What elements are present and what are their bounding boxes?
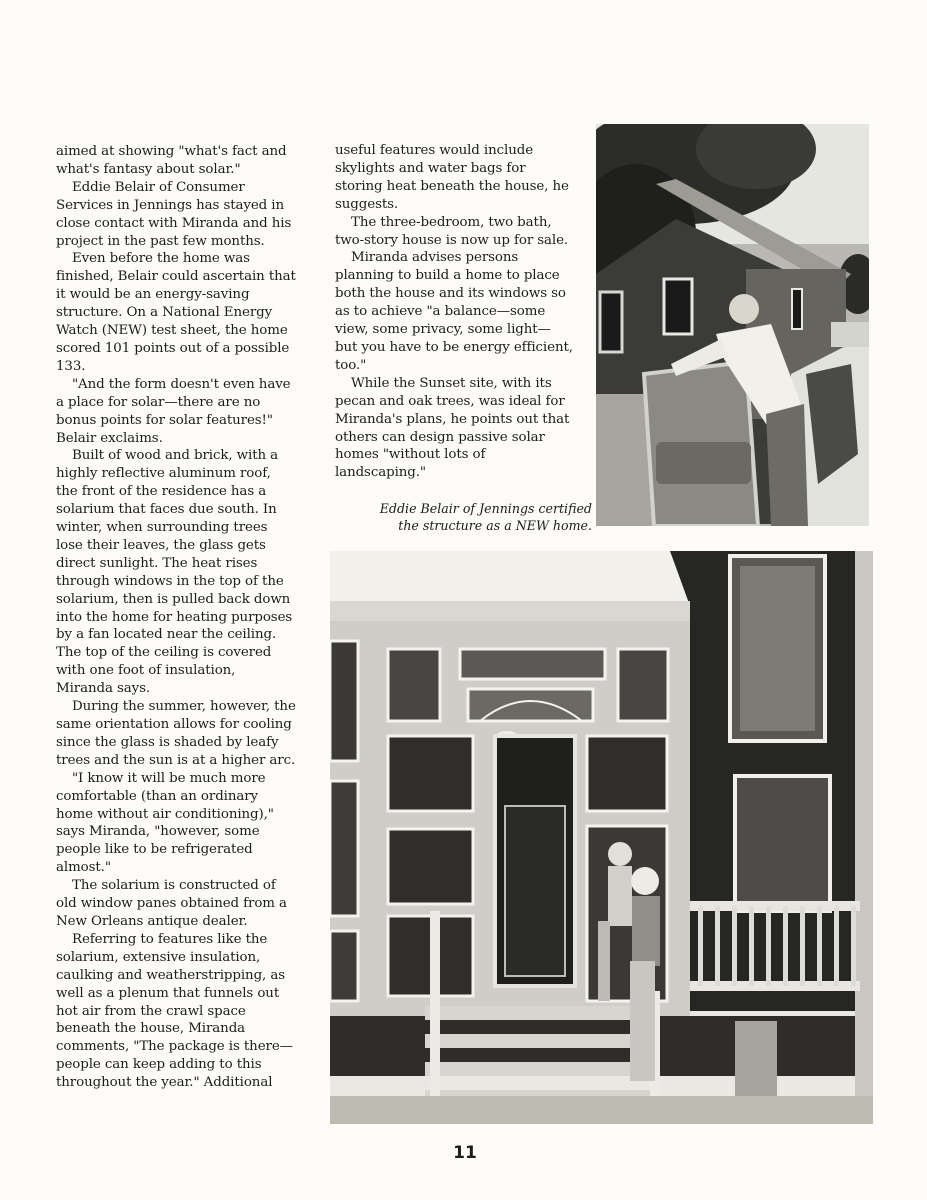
paragraph: Eddie Belair of Consumer Services in Jennings has stayed in close contact with Miranda and his project in the past few months. — [56, 179, 292, 249]
paragraph: aimed at showing "what's fact and what's fantasy about solar." — [56, 144, 287, 177]
page-number: 11 — [453, 1143, 477, 1163]
article-column-middle — [335, 142, 573, 482]
paragraph: The three-bedroom, two bath, two-story house is now up for sale. — [335, 214, 569, 248]
photo-solarium-house-illustration — [330, 551, 873, 1124]
paragraph: Referring to features like the solarium, extensive insulation, caulking and weatherstripping, as well as a plenum that funnels out hot air from the crawl space beneath the house, Miranda comments, "The package is there—people can keep adding to this throughout the year." Additional — [56, 931, 293, 1091]
paragraph: The solarium is constructed of old window panes obtained from a New Orleans antique dealer. — [56, 878, 287, 929]
paragraph: While the Sunset site, with its pecan and oak trees, was ideal for Miranda's plans, he points out that others can design passive solar homes "without lots of landscaping." — [335, 375, 570, 481]
paragraph: Built of wood and brick, with a highly reflective aluminum roof, the front of the residence has a solarium that faces due south. In winter, when surrounding trees lose their leaves, the glass gets direct sunlight. The heat rises through windows in the top of the solarium, then is pulled back down into the home for heating purposes by a fan located near the ceiling. The top of the ceiling is covered with one foot of insulation, Miranda says. — [56, 448, 293, 697]
article-column-left — [56, 143, 296, 1092]
paragraph: "And the form doesn't even have a place for solar—there are no bonus points for solar features!" Belair exclaims. — [56, 376, 291, 446]
photo-caption: Eddie Belair of Jennings certified the structure as a NEW home. — [379, 501, 592, 533]
paragraph: "I know it will be much more comfortable (than an ordinary home without air conditioning)," says Miranda, "however, some people like to be refrigerated almost." — [56, 770, 274, 876]
paragraph: During the summer, however, the same orientation allows for cooling since the glass is shaded by leafy trees and the sun is at a higher arc. — [56, 699, 296, 768]
paragraph: Miranda advises persons planning to build a home to place both the house and its windows so as to achieve "a balance—some view, some privacy, some light—but you have to be energy efficient, too." — [335, 250, 573, 373]
photo-man-at-car — [596, 124, 869, 526]
paragraph: useful features would include skylights and water bags for storing heat beneath the house, he suggests. — [335, 143, 569, 212]
paragraph: Even before the home was finished, Belair could ascertain that it would be an energy-saving structure. On a National Energy Watch (NEW) test sheet, the home scored 101 points out of a possible 133. — [56, 251, 296, 374]
photo-solarium-house — [330, 551, 873, 1124]
photo-man-at-car-illustration — [596, 124, 869, 526]
